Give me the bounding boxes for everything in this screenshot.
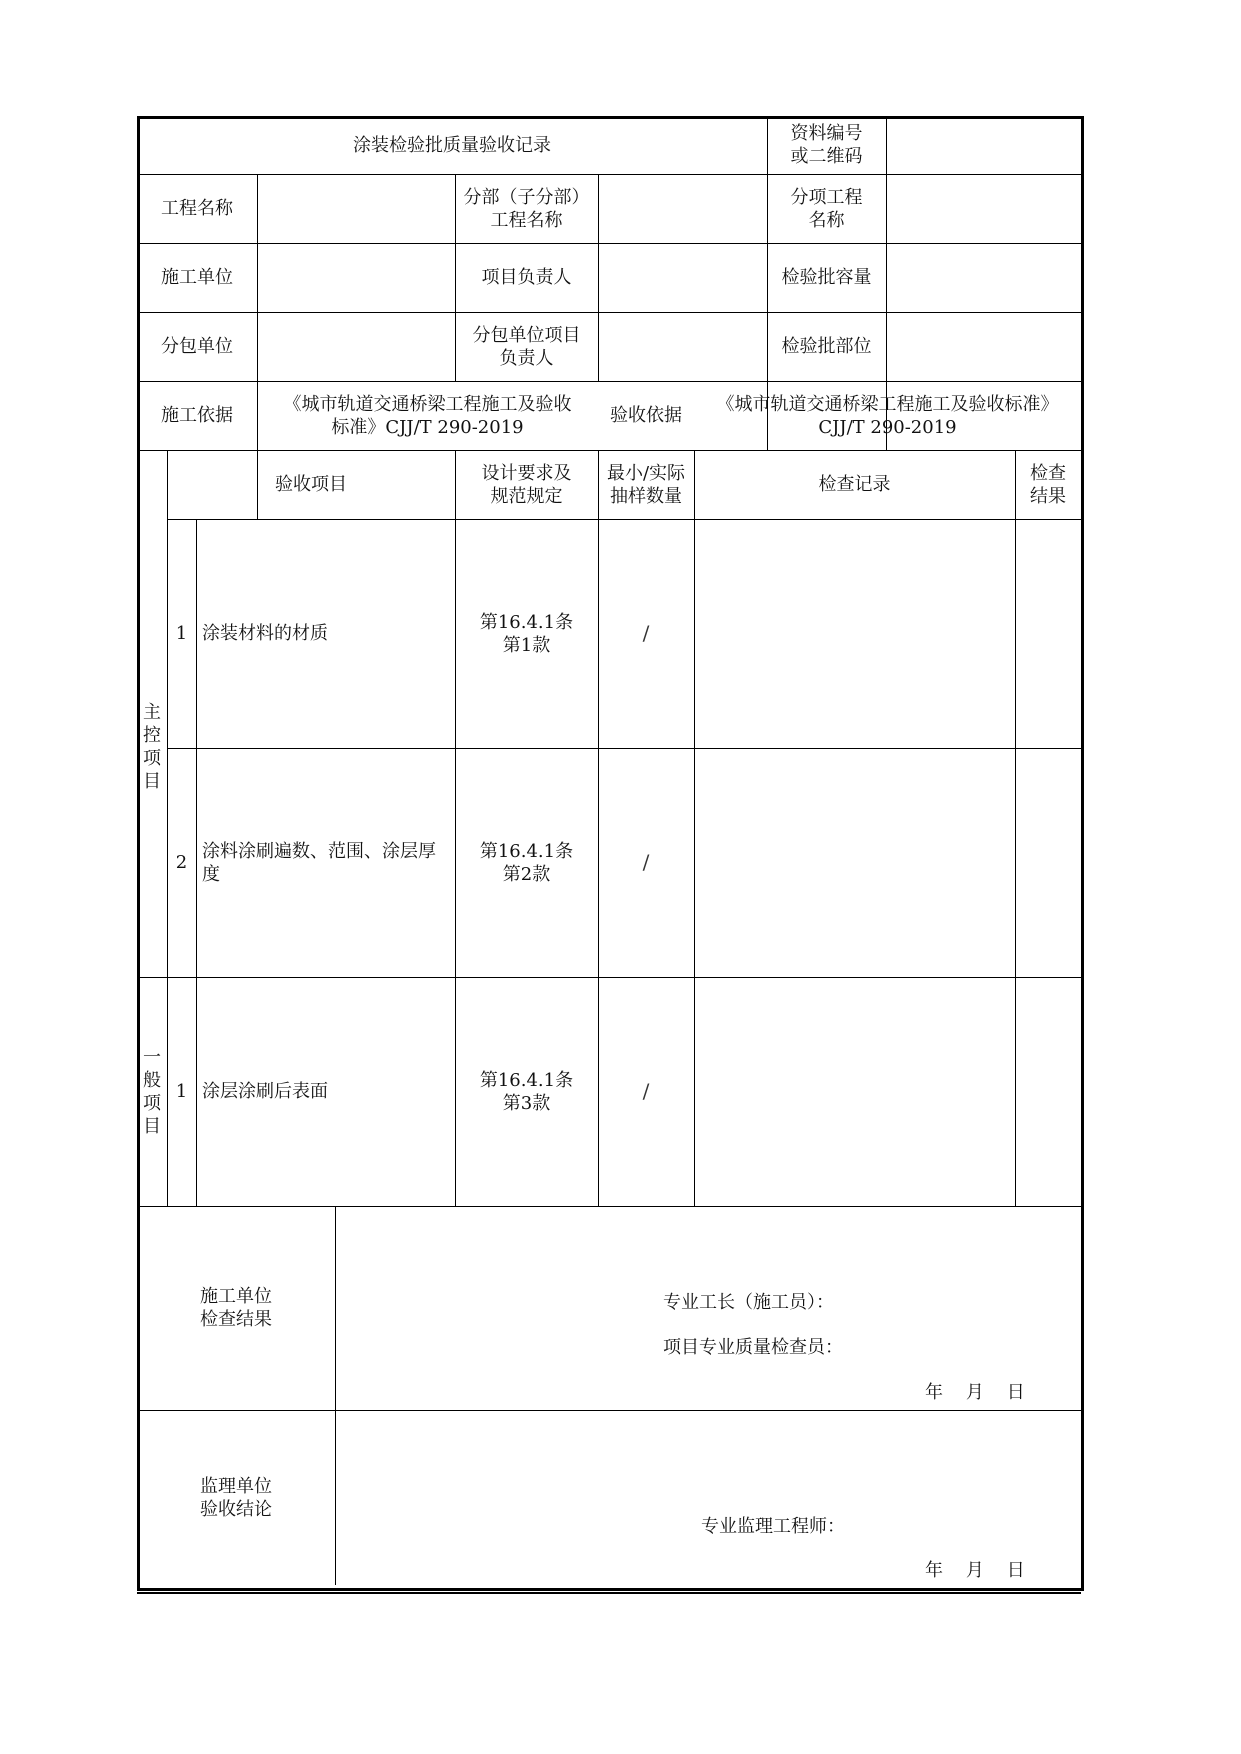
project-manager-label: 项目负责人 — [481, 267, 572, 288]
sub-manager-field[interactable] — [598, 312, 767, 381]
general-row-1-no: 1 — [175, 1081, 188, 1102]
batch-location-label: 检验批部位 — [781, 336, 872, 357]
main-row-2-sample[interactable]: / — [642, 850, 650, 874]
subitem-field[interactable] — [886, 174, 1081, 243]
contractor-date[interactable]: 年 月 日 — [925, 1382, 1025, 1403]
general-row-1-spec: 第16.4.1条 第3款 — [479, 1069, 574, 1114]
main-row-2-result[interactable] — [1015, 748, 1081, 977]
subcontractor-label: 分包单位 — [161, 336, 233, 357]
general-row-1-sample[interactable]: / — [642, 1079, 650, 1103]
main-row-2-spec: 第16.4.1条 第2款 — [479, 840, 574, 885]
main-row-2-record[interactable] — [694, 748, 1015, 977]
main-row-1-spec: 第16.4.1条 第1款 — [479, 611, 574, 656]
main-row-1-sample[interactable]: / — [642, 621, 650, 645]
col-header-result: 检查 结果 — [1030, 462, 1066, 507]
col-header-item: 验收项目 — [275, 474, 347, 495]
general-row-1-record[interactable] — [694, 977, 1015, 1206]
project-name-label: 工程名称 — [161, 198, 233, 219]
batch-capacity-field[interactable] — [886, 243, 1081, 312]
subdivision-label: 分部（子分部） 工程名称 — [463, 186, 590, 231]
main-row-1-record[interactable] — [694, 519, 1015, 748]
main-row-1-item: 涂装材料的材质 — [202, 623, 328, 644]
main-row-2-no: 2 — [175, 852, 188, 873]
quality-inspector-signature-label: 项目专业质量检查员： — [663, 1337, 843, 1358]
batch-location-field[interactable] — [886, 312, 1081, 381]
general-row-1-item: 涂层涂刷后表面 — [202, 1081, 328, 1102]
contractor-field[interactable] — [257, 243, 455, 312]
general-group-label: 一般项目 — [143, 1046, 161, 1137]
main-row-1-no: 1 — [175, 623, 188, 644]
subdivision-field[interactable] — [598, 174, 767, 243]
acceptance-basis-value: 《城市轨道交通桥梁工程施工及验收标准》 CJJ/T 290-2019 — [716, 393, 1059, 438]
inspection-form — [137, 116, 1081, 1588]
supervisor-date[interactable]: 年 月 日 — [925, 1560, 1025, 1581]
batch-capacity-label: 检验批容量 — [781, 267, 872, 288]
col-header-design: 设计要求及 规范规定 — [481, 462, 572, 507]
bottom-double-rule — [137, 1592, 1081, 1594]
project-manager-field[interactable] — [598, 243, 767, 312]
sub-manager-label: 分包单位项目 负责人 — [472, 324, 581, 369]
acceptance-basis-label: 验收依据 — [610, 405, 682, 426]
contractor-label: 施工单位 — [161, 267, 233, 288]
form-title: 涂装检验批质量验收记录 — [353, 134, 551, 156]
main-control-group-label: 主控项目 — [143, 702, 161, 792]
subcontractor-field[interactable] — [257, 312, 455, 381]
construction-basis-label: 施工依据 — [161, 405, 233, 426]
col-header-record: 检查记录 — [818, 474, 891, 495]
col-header-sample: 最小/实际 抽样数量 — [606, 462, 686, 507]
construction-basis-value: 《城市轨道交通桥梁工程施工及验收 标准》CJJ/T 290-2019 — [283, 393, 572, 438]
doc-number-field[interactable] — [886, 116, 1081, 174]
main-row-1-result[interactable] — [1015, 519, 1081, 748]
project-name-field[interactable] — [257, 174, 455, 243]
general-row-1-result[interactable] — [1015, 977, 1081, 1206]
contractor-check-label: 施工单位 检查结果 — [200, 1286, 272, 1330]
supervising-engineer-signature-label: 专业监理工程师： — [701, 1516, 845, 1537]
supervisor-check-label: 监理单位 验收结论 — [200, 1475, 272, 1520]
foreman-signature-label: 专业工长（施工员）： — [663, 1292, 834, 1313]
subitem-label: 分项工程 名称 — [790, 186, 863, 231]
doc-number-label: 资料编号 或二维码 — [790, 123, 863, 167]
main-row-2-item: 涂料涂刷遍数、范围、涂层厚度 — [202, 840, 436, 885]
